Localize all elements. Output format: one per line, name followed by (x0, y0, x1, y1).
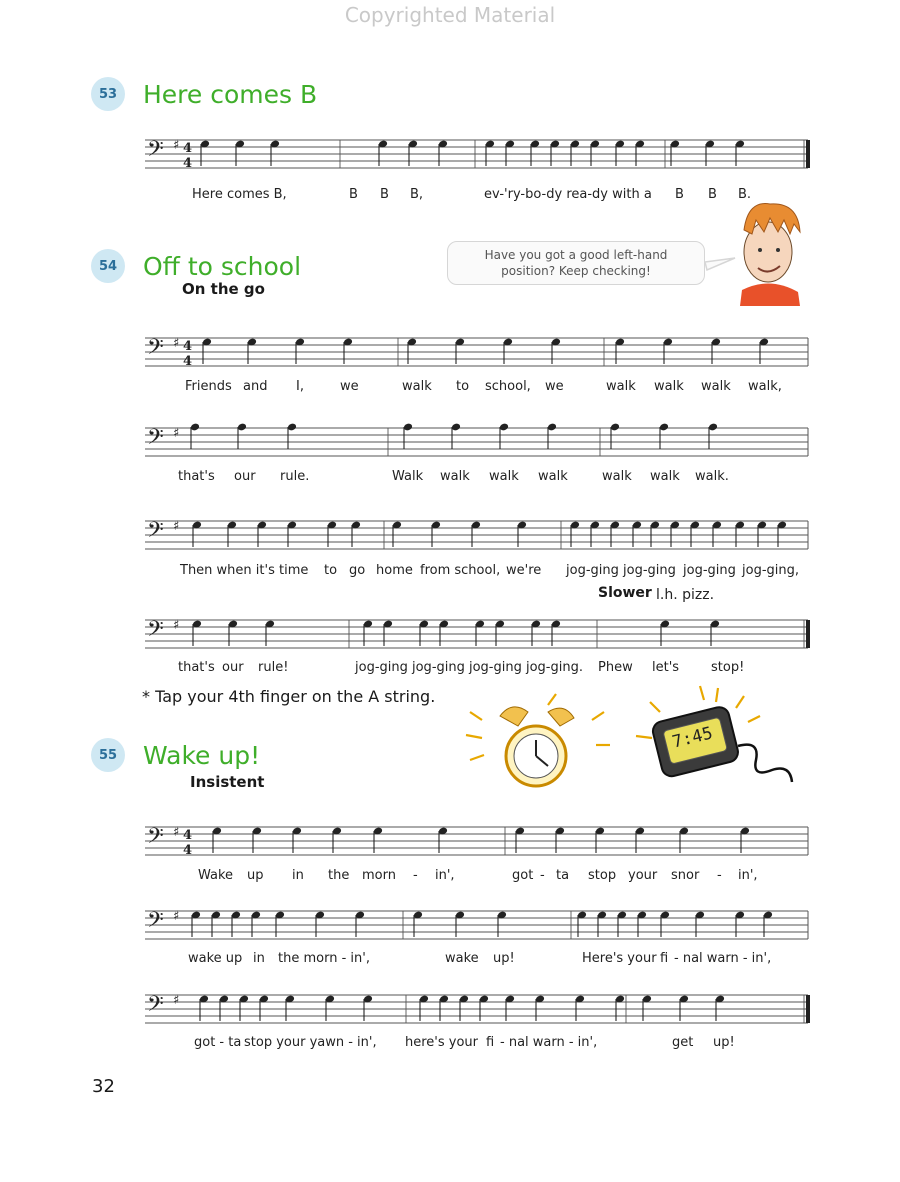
lyric: the morn - in', (278, 951, 370, 966)
lyric: got - ta (194, 1035, 242, 1050)
lyric: jog-ging (566, 563, 619, 578)
lyric: up! (493, 951, 515, 966)
piece-number-badge: 55 (91, 738, 125, 772)
lyric: we (545, 379, 564, 394)
lyric: walk, (748, 379, 782, 394)
lyric: I, (296, 379, 304, 394)
footnote: * Tap your 4th finger on the A string. (142, 687, 436, 706)
tempo-marking: Slower (598, 585, 652, 601)
lyric: ta (556, 868, 570, 883)
key-signature: ♯ (173, 138, 180, 153)
lyric: jog-ging, (742, 563, 799, 578)
lyric: we're (506, 563, 542, 578)
lyric: B (380, 187, 389, 202)
lyric: our (222, 660, 244, 675)
lyric: B (675, 187, 684, 202)
tempo-marking: Insistent (190, 773, 265, 791)
bass-clef: 𝄢 (147, 425, 164, 455)
lyric: B, (410, 187, 424, 202)
time-signature: 4 (183, 156, 193, 171)
piece-title: Off to school (143, 252, 302, 281)
time-signature: 4 (183, 843, 193, 858)
lyric: snor (671, 868, 700, 883)
lyric: school, (485, 379, 531, 394)
key-signature: ♯ (173, 909, 180, 924)
lyric: - (413, 868, 418, 883)
lyric: fi (660, 951, 669, 966)
lyric: in (292, 868, 304, 883)
lyric: B. (738, 187, 752, 202)
bass-clef: 𝄢 (147, 335, 164, 365)
piece-number-badge: 54 (91, 249, 125, 283)
lyric: your (628, 868, 658, 883)
key-signature: ♯ (173, 426, 180, 441)
bass-clef: 𝄢 (147, 617, 164, 647)
speech-bubble: Have you got a good left-hand position? Keep checking! (447, 241, 705, 285)
lyric: walk (602, 469, 632, 484)
lyric: in', (435, 868, 455, 883)
bass-clef: 𝄢 (147, 992, 164, 1022)
lyric: fi (486, 1035, 495, 1050)
lyric: walk (654, 379, 684, 394)
clock-display: 7:45 (670, 723, 715, 753)
key-signature: ♯ (173, 336, 180, 351)
lyric: jog-ging jog-ging jog-ging jog-ging. (355, 660, 583, 675)
tempo-marking: On the go (182, 280, 265, 298)
lyric: wake (445, 951, 479, 966)
lyric: wake up (188, 951, 243, 966)
lyric: walk (650, 469, 680, 484)
lyric: - nal warn - in', (500, 1035, 598, 1050)
key-signature: ♯ (173, 993, 180, 1008)
lyric: got (512, 868, 534, 883)
lyric: walk (701, 379, 731, 394)
lyric: Then when it's time (180, 563, 309, 578)
lyric: go (349, 563, 366, 578)
lyric: - nal warn - in', (674, 951, 772, 966)
time-signature: 4 (183, 828, 193, 843)
lyric: Wake (198, 868, 234, 883)
lyric: that's (178, 469, 215, 484)
lyric: in (253, 951, 265, 966)
lyric: up (247, 868, 264, 883)
page-number: 32 (92, 1076, 115, 1097)
lyric: Here comes B, (192, 187, 287, 202)
piece-title: Wake up! (143, 741, 261, 770)
lyric: home (376, 563, 413, 578)
time-signature: 4 (183, 141, 193, 156)
lyric: rule! (258, 660, 289, 675)
lyric: stop your yawn - in', (244, 1035, 377, 1050)
lyric: the (328, 868, 350, 883)
technique-marking: l.h. pizz. (656, 587, 715, 603)
bass-clef: 𝄢 (147, 137, 164, 167)
bass-clef: 𝄢 (147, 908, 164, 938)
lyric: B (708, 187, 717, 202)
lyric: rule. (280, 469, 310, 484)
time-signature: 4 (183, 354, 193, 369)
lyric: morn (362, 868, 396, 883)
lyric: stop! (711, 660, 745, 675)
time-signature: 4 (183, 339, 193, 354)
lyric: ev-'ry-bo-dy rea-dy with a (484, 187, 652, 202)
lyric: Here's your (582, 951, 657, 966)
key-signature: ♯ (173, 618, 180, 633)
lyric: stop (588, 868, 617, 883)
lyric: Phew (598, 660, 633, 675)
lyric: walk (402, 379, 432, 394)
lyric: jog-ging (623, 563, 676, 578)
bass-clef: 𝄢 (147, 518, 164, 548)
lyric: - (540, 868, 545, 883)
lyric: walk (538, 469, 568, 484)
lyric: B (349, 187, 358, 202)
lyric: and (243, 379, 268, 394)
watermark: Copyrighted Material (344, 3, 556, 27)
lyric: Walk (392, 469, 424, 484)
lyric: to (324, 563, 338, 578)
lyric: walk (606, 379, 636, 394)
lyric: jog-ging (683, 563, 736, 578)
piece-title: Here comes B (143, 80, 318, 109)
lyric: get (672, 1035, 694, 1050)
piece-number-badge: 53 (91, 77, 125, 111)
lyric: that's (178, 660, 215, 675)
lyric: let's (652, 660, 680, 675)
lyric: here's your (405, 1035, 479, 1050)
lyric: to (456, 379, 470, 394)
key-signature: ♯ (173, 519, 180, 534)
lyric: walk (489, 469, 519, 484)
key-signature: ♯ (173, 825, 180, 840)
bass-clef: 𝄢 (147, 824, 164, 854)
lyric: from school, (420, 563, 501, 578)
lyric: walk (440, 469, 470, 484)
lyric: - (717, 868, 722, 883)
lyric: Friends (185, 379, 232, 394)
lyric: in', (738, 868, 758, 883)
lyric: walk. (695, 469, 729, 484)
lyric: up! (713, 1035, 735, 1050)
lyric: our (234, 469, 256, 484)
lyric: we (340, 379, 359, 394)
